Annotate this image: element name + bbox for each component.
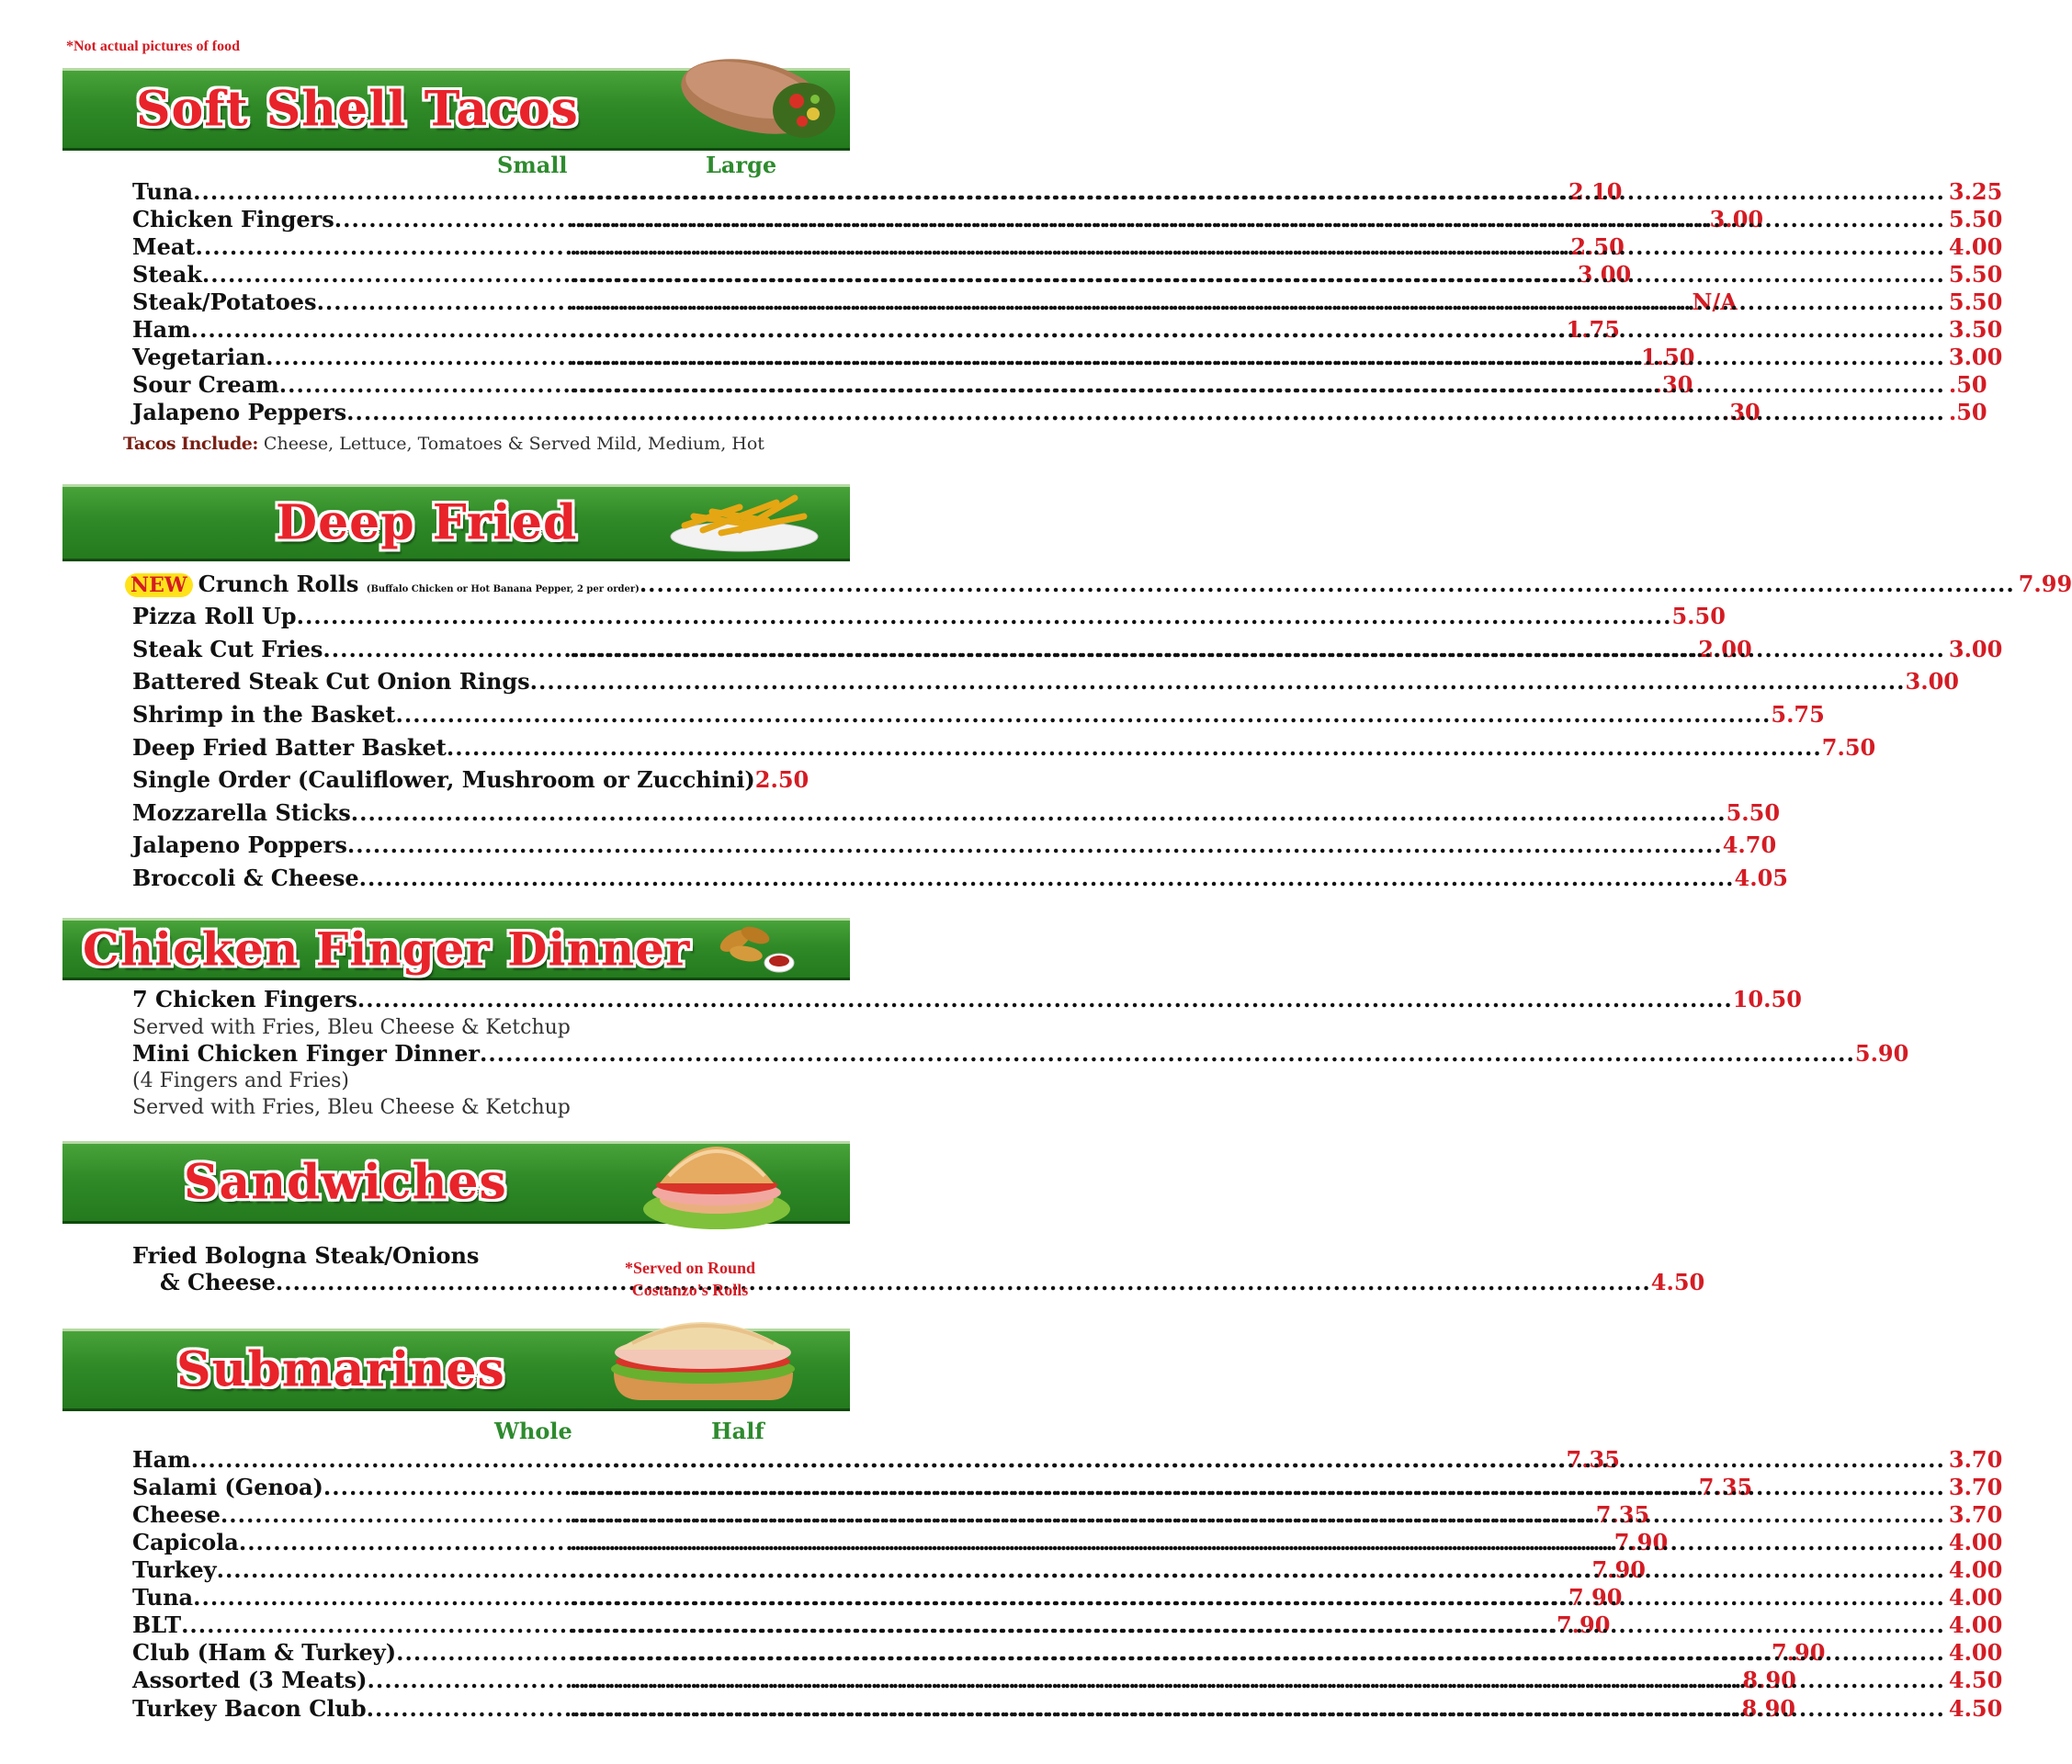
dot-leader xyxy=(570,1474,1945,1500)
chicken-item1-name: 7 Chicken Fingers xyxy=(132,986,357,1012)
dot-leader xyxy=(359,865,1735,891)
row-right-segment xyxy=(566,1611,2002,1638)
item-price: 3.00 xyxy=(1905,668,1959,695)
crunch-rolls-sub: (Buffalo Chicken or Hot Banana Pepper, 2 per order) xyxy=(366,584,640,594)
item-name: BLT xyxy=(132,1611,182,1638)
row-right-segment xyxy=(566,1695,2002,1722)
price-small: 1.50 xyxy=(1641,344,1695,370)
price-small: 3.00 xyxy=(1709,206,1764,232)
price-small: 1.75 xyxy=(1566,316,1620,343)
row-left-segment xyxy=(132,344,1695,370)
rolls-note-line1: *Served on Round xyxy=(625,1259,756,1277)
item-price: 5.50 xyxy=(1671,603,1726,629)
crunch-rolls-row xyxy=(130,571,2072,599)
row-right-segment xyxy=(566,1639,2002,1666)
item-name: Assorted (3 Meats) xyxy=(132,1667,368,1693)
row-right-segment xyxy=(566,261,2002,288)
sandwich-line1 xyxy=(132,1242,479,1271)
price-whole: 7.35 xyxy=(1698,1474,1753,1500)
tacos-col-small: Small xyxy=(497,152,568,178)
fries-image xyxy=(666,480,822,562)
row-right-segment xyxy=(566,233,2002,260)
row-left-segment xyxy=(132,371,1693,398)
tacos-col-large: Large xyxy=(706,152,777,178)
dot-leader xyxy=(570,344,1945,370)
taco-row xyxy=(132,261,2003,289)
price-half: 4.00 xyxy=(1948,1611,2003,1638)
fried-row xyxy=(132,603,1726,631)
chicken-item2-price: 5.90 xyxy=(1854,1040,1909,1067)
row-left-segment xyxy=(132,1501,1650,1528)
price-half: 4.50 xyxy=(1948,1695,2003,1722)
taco-row xyxy=(132,288,2003,317)
tacos-include xyxy=(123,434,764,454)
dot-leader xyxy=(570,178,1945,205)
new-badge: NEW xyxy=(125,573,193,597)
dot-leader xyxy=(570,1529,1945,1555)
row-right-segment xyxy=(566,1474,2002,1500)
price-small: .30 xyxy=(1654,371,1693,398)
dot-leader xyxy=(640,571,2015,597)
row-right-segment xyxy=(566,399,1987,425)
disclaimer: *Not actual pictures of food xyxy=(66,39,241,54)
row-left-segment xyxy=(132,233,1625,260)
chicken-item1-desc: Served with Fries, Bleu Cheese & Ketchup xyxy=(132,1016,571,1039)
price-half: 4.50 xyxy=(1948,1667,2003,1693)
subs-col-half: Half xyxy=(711,1418,764,1444)
chicken-title: Chicken Finger Dinner xyxy=(83,922,691,977)
fried-row xyxy=(132,799,1781,828)
tacos-title: Soft Shell Tacos xyxy=(136,81,579,138)
dot-leader xyxy=(570,1556,1945,1583)
sub-row xyxy=(132,1474,2003,1502)
price-whole: 7.90 xyxy=(1591,1556,1646,1583)
dot-leader xyxy=(297,603,1672,629)
item-name: Jalapeno Poppers xyxy=(132,831,347,858)
item-name: Sour Cream xyxy=(132,371,279,398)
chicken-fingers-image xyxy=(708,917,799,978)
row-right-segment xyxy=(566,206,2002,232)
row-right-segment xyxy=(566,1529,2002,1555)
taco-row xyxy=(132,178,2003,207)
item-name: Single Order (Cauliflower, Mushroom or Zucchini) xyxy=(132,766,755,793)
price-whole: 7.90 xyxy=(1568,1584,1623,1611)
dot-leader xyxy=(570,1639,1945,1666)
sandwich-line2-text: & Cheese xyxy=(160,1269,276,1295)
item-name: Salami (Genoa) xyxy=(132,1474,323,1500)
item-name: Broccoli & Cheese xyxy=(132,865,359,891)
rolls-note xyxy=(625,1257,755,1301)
item-name: Battered Steak Cut Onion Rings xyxy=(132,668,530,695)
sub-row xyxy=(132,1529,2003,1557)
row-left-segment xyxy=(132,316,1620,343)
price-half: 4.00 xyxy=(1948,1556,2003,1583)
item-name: Shrimp in the Basket xyxy=(132,701,396,728)
chicken-row-1 xyxy=(132,986,1802,1014)
price-whole: 7.90 xyxy=(1613,1529,1669,1555)
price-half: 3.70 xyxy=(1948,1446,2003,1473)
row-left-segment xyxy=(132,1474,1753,1500)
row-right-segment xyxy=(566,178,2002,205)
row-right-segment xyxy=(566,1556,2002,1583)
item-name: Ham xyxy=(132,316,191,343)
price-whole: 8.90 xyxy=(1742,1667,1796,1693)
taco-row xyxy=(132,371,1987,400)
price-large: 5.50 xyxy=(1948,261,2003,288)
item-name: Mozzarella Sticks xyxy=(132,799,351,826)
price-large: 3.25 xyxy=(1948,178,2003,205)
price-whole: 7.90 xyxy=(1556,1611,1611,1638)
dot-leader xyxy=(570,1667,1945,1693)
price-large: .50 xyxy=(1948,371,1987,398)
taco-row xyxy=(132,316,2003,345)
sandwich-line1-text: Fried Bologna Steak/Onions xyxy=(132,1242,480,1269)
submarine-image xyxy=(605,1308,802,1409)
dot-leader xyxy=(570,206,1945,232)
tacos-include-label: Tacos Include: xyxy=(123,434,258,454)
sandwich-price: 4.50 xyxy=(1650,1269,1705,1295)
item-price: 4.70 xyxy=(1722,831,1777,858)
price-small: 2.10 xyxy=(1568,178,1623,205)
dot-leader xyxy=(480,1040,1855,1067)
taco-row xyxy=(132,399,1987,427)
dot-leader xyxy=(570,399,1945,425)
row-left-segment xyxy=(132,178,1623,205)
row-left-segment xyxy=(132,1556,1646,1583)
price-whole: 7.90 xyxy=(1771,1639,1826,1666)
sub-row xyxy=(132,1695,2003,1724)
item-name: Capicola xyxy=(132,1529,239,1555)
price-small: 2.50 xyxy=(1570,233,1625,260)
sub-row xyxy=(132,1639,2003,1668)
row-right-segment xyxy=(566,288,2002,315)
row-left-segment xyxy=(132,1446,1620,1473)
subs-col-whole: Whole xyxy=(494,1418,572,1444)
item-price: 7.50 xyxy=(1821,734,1876,761)
taco-row xyxy=(132,206,2003,234)
taco-row xyxy=(132,344,2003,372)
crunch-rolls-price: 7.99 xyxy=(2018,571,2072,597)
tacos-include-text: Cheese, Lettuce, Tomatoes & Served Mild, Medium, Hot xyxy=(257,434,764,454)
fried-row xyxy=(132,865,1788,893)
dot-leader xyxy=(530,668,1906,695)
chicken-item1-price: 10.50 xyxy=(1732,986,1802,1012)
price-half: 4.00 xyxy=(1948,1529,2003,1555)
chicken-item2-desc2: Served with Fries, Bleu Cheese & Ketchup xyxy=(132,1096,571,1119)
row-left-segment xyxy=(132,1639,1826,1666)
price-half: 4.00 xyxy=(1948,1584,2003,1611)
dot-leader xyxy=(570,1584,1945,1611)
fried-row xyxy=(132,766,810,795)
chicken-item2-desc1: (4 Fingers and Fries) xyxy=(132,1069,350,1092)
chicken-item2-name: Mini Chicken Finger Dinner xyxy=(132,1040,480,1067)
dot-leader xyxy=(570,1695,1945,1722)
taco-row xyxy=(132,233,2003,262)
dot-leader xyxy=(276,1269,1651,1295)
item-name: Cheese xyxy=(132,1501,221,1528)
dot-leader xyxy=(347,831,1723,858)
row-left-segment xyxy=(132,261,1632,288)
crunch-rolls-name: NEW Crunch Rolls (Buffalo Chicken or Hot Banana Pepper, 2 per order) xyxy=(132,571,640,597)
price-large: 3.50 xyxy=(1948,316,2003,343)
row-right-segment xyxy=(566,1667,2002,1693)
dot-leader xyxy=(570,261,1945,288)
deep-fried-title: Deep Fried xyxy=(276,494,578,551)
price-small: 2.00 xyxy=(1698,636,1752,662)
item-name: Vegetarian xyxy=(132,344,266,370)
fried-row xyxy=(132,831,1777,860)
item-name: Club (Ham & Turkey) xyxy=(132,1639,397,1666)
item-name: Turkey Bacon Club xyxy=(132,1695,367,1722)
dot-leader xyxy=(570,1446,1945,1473)
row-right-segment xyxy=(566,1446,2002,1473)
item-name: Tuna xyxy=(132,178,194,205)
sub-row xyxy=(132,1446,2003,1475)
row-left-segment xyxy=(132,206,1764,232)
subs-title: Submarines xyxy=(176,1341,505,1398)
item-name: Ham xyxy=(132,1446,191,1473)
steak-fries-row xyxy=(132,636,2003,664)
sub-row xyxy=(132,1556,2003,1585)
dot-leader xyxy=(570,636,1945,662)
row-left-segment xyxy=(132,399,1761,425)
row-right-segment xyxy=(566,636,2002,662)
row-left-segment xyxy=(132,1529,1669,1555)
row-left-segment xyxy=(132,288,1738,315)
item-name: Jalapeno Peppers xyxy=(132,399,347,425)
sub-row xyxy=(132,1501,2003,1530)
item-price: 4.05 xyxy=(1734,865,1788,891)
price-large: 5.50 xyxy=(1948,206,2003,232)
fried-row xyxy=(132,734,1876,763)
dot-leader xyxy=(570,1501,1945,1528)
sub-row xyxy=(132,1584,2003,1612)
row-right-segment xyxy=(566,1501,2002,1528)
price-whole: 7.35 xyxy=(1566,1446,1620,1473)
sub-row xyxy=(132,1667,2003,1695)
price-half: 3.70 xyxy=(1948,1474,2003,1500)
row-right-segment xyxy=(566,371,1987,398)
dot-leader xyxy=(396,701,1772,728)
item-name: Pizza Roll Up xyxy=(132,603,297,629)
sandwich-image xyxy=(632,1119,798,1234)
price-large: 3.00 xyxy=(1948,636,2003,662)
price-whole: 8.90 xyxy=(1741,1695,1795,1722)
item-name: Meat xyxy=(132,233,196,260)
price-half: 3.70 xyxy=(1948,1501,2003,1528)
row-left-segment xyxy=(132,636,1752,662)
item-name: Deep Fried Batter Basket xyxy=(132,734,447,761)
item-price: 2.50 xyxy=(754,766,810,793)
sub-row xyxy=(132,1611,2003,1640)
dot-leader xyxy=(570,371,1945,398)
chicken-row-2 xyxy=(132,1040,1909,1069)
sandwiches-title: Sandwiches xyxy=(184,1154,507,1211)
price-large: 4.00 xyxy=(1948,233,2003,260)
dot-leader xyxy=(357,986,1733,1012)
dot-leader xyxy=(447,734,1822,761)
row-right-segment xyxy=(566,1584,2002,1611)
item-name: Turkey xyxy=(132,1556,217,1583)
rolls-note-line2: Costanzo's Rolls xyxy=(631,1281,749,1299)
price-large: 5.50 xyxy=(1948,288,2003,315)
item-name: Steak xyxy=(132,261,202,288)
item-name: Steak Cut Fries xyxy=(132,636,323,662)
fried-row xyxy=(132,701,1825,729)
dot-leader xyxy=(570,1611,1945,1638)
price-small: 3.00 xyxy=(1577,261,1632,288)
item-price: 5.50 xyxy=(1726,799,1781,826)
item-name: Tuna xyxy=(132,1584,194,1611)
row-left-segment xyxy=(132,1611,1611,1638)
price-large: 3.00 xyxy=(1948,344,2003,370)
row-right-segment xyxy=(566,316,2002,343)
burrito-image xyxy=(675,46,841,138)
item-name: Chicken Fingers xyxy=(132,206,334,232)
dot-leader xyxy=(351,799,1727,826)
row-right-segment xyxy=(566,344,2002,370)
price-large: .50 xyxy=(1948,399,1987,425)
dot-leader xyxy=(570,288,1945,315)
row-left-segment xyxy=(132,1667,1796,1693)
price-whole: 7.35 xyxy=(1595,1501,1650,1528)
price-half: 4.00 xyxy=(1948,1639,2003,1666)
item-name: Steak/Potatoes xyxy=(132,288,317,315)
item-price: 5.75 xyxy=(1771,701,1825,728)
row-left-segment xyxy=(132,1584,1623,1611)
dot-leader xyxy=(570,316,1945,343)
price-small: N/A xyxy=(1692,288,1738,315)
price-small: .30 xyxy=(1721,399,1761,425)
fried-row xyxy=(132,668,1959,696)
row-left-segment xyxy=(132,1695,1795,1722)
dot-leader xyxy=(570,233,1945,260)
